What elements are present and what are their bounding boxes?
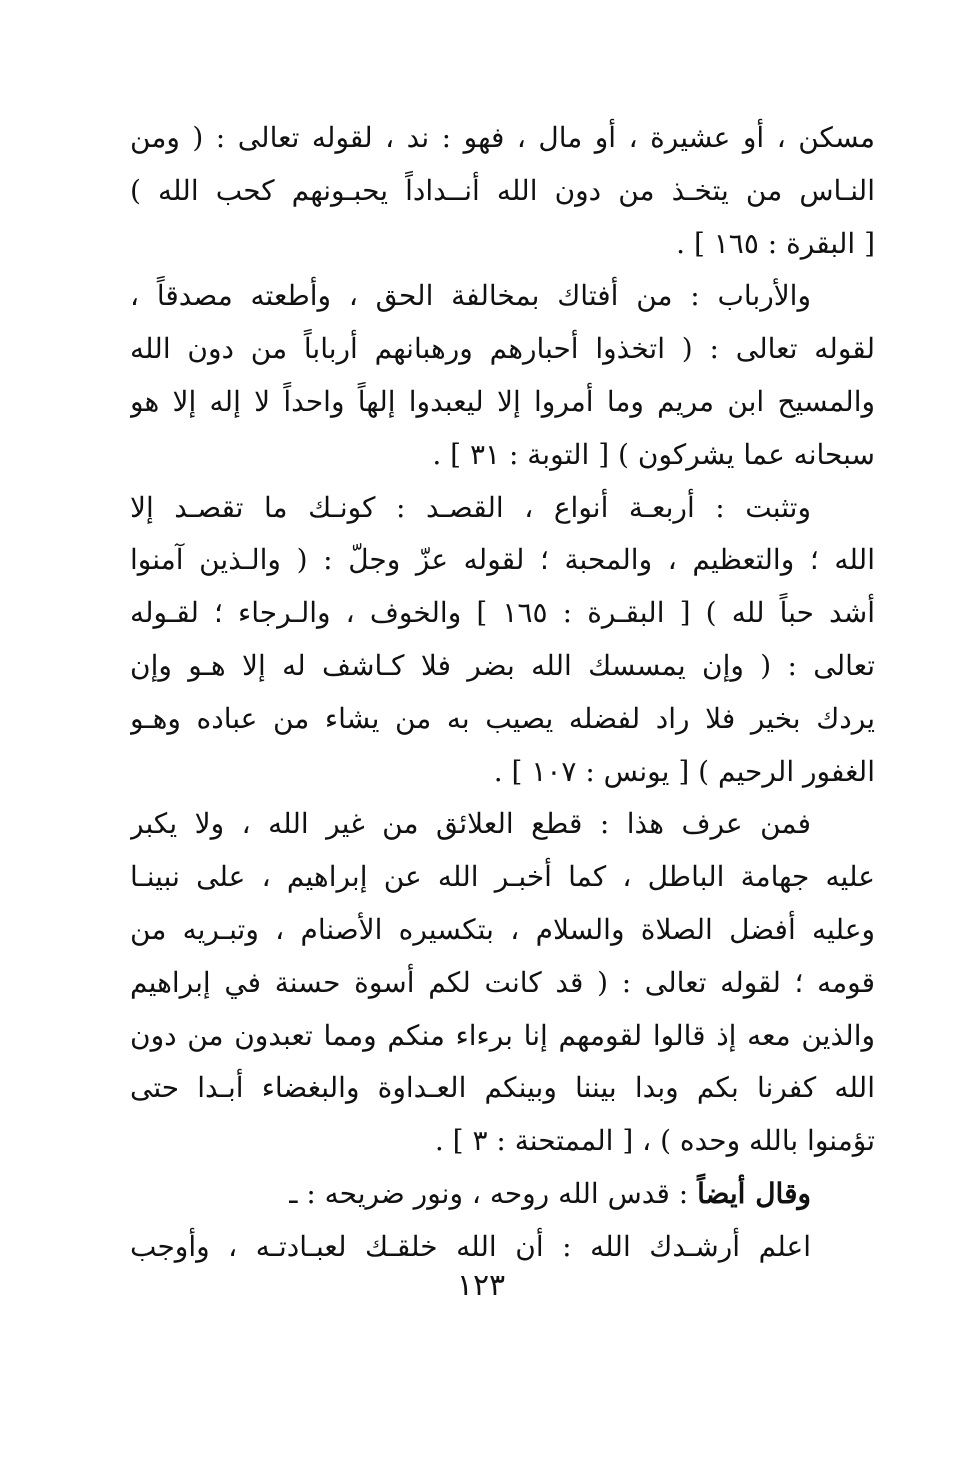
text-line: قومه ؛ لقوله تعالى : ( قد كانت لكم أسوة حسنة في إبراهيم bbox=[130, 965, 875, 999]
paragraph-2 bbox=[130, 270, 875, 481]
text-line: تؤمنوا بالله وحده ) ، [ الممتحنة : ٣ ] . bbox=[434, 1124, 875, 1158]
text-line: مسكن ، أو عشيرة ، أو مال ، فهو : ند ، لقوله تعالى : ( ومن bbox=[130, 121, 875, 154]
text-line: سبحانه عما يشركون ) [ التوبة : ٣١ ] . bbox=[432, 437, 875, 471]
text-line: النـاس من يتخـذ من دون الله أنــداداً يحبـونهم كحب الله ) bbox=[130, 173, 875, 207]
text-line: وعليه أفضل الصلاة والسلام ، بتكسيره الأصنام ، وتبـريه من bbox=[130, 912, 875, 946]
page-body bbox=[130, 112, 875, 1274]
text-line: الله كفرنا بكم وبدا بيننا وبينكم العـداوة والبغضاء أبـدا حتى bbox=[130, 1071, 875, 1105]
text-line: وتثبت : أربعـة أنواع ، القصـد : كونـك ما تقصـد إلا bbox=[130, 490, 811, 524]
text-line: الغفور الرحيم ) [ يونس : ١٠٧ ] . bbox=[493, 754, 875, 788]
text-line: الله ؛ والتعظيم ، والمحبة ؛ لقوله عزّ وجلّ : ( والـذين آمنوا bbox=[130, 543, 875, 577]
paragraph-4 bbox=[130, 798, 875, 1168]
text-line: لقوله تعالى : ( اتخذوا أحبارهم ورهبانهم أرباباً من دون الله bbox=[130, 332, 875, 366]
text-line: [ البقرة : ١٦٥ ] . bbox=[676, 226, 875, 260]
paragraph-3 bbox=[130, 482, 875, 799]
text-line: والأرباب : من أفتاك بمخالفة الحق ، وأطعته مصدقاً ، bbox=[130, 279, 811, 313]
page-number: ١٢٣ bbox=[456, 1268, 506, 1303]
closing-line: اعلم أرشـدك الله : أن الله خلقـك لعبـادتـه ، وأوجب bbox=[130, 1229, 811, 1263]
text-line: فمن عرف هذا : قطع العلائق من غير الله ، ولا يكبر bbox=[130, 807, 811, 841]
text-line: والمسيح ابن مريم وما أمروا إلا ليعبدوا إلهاً واحداً لا إله إلا هو bbox=[130, 384, 875, 418]
text-line: أشد حباً لله ) [ البقـرة : ١٦٥ ] والخوف ، والـرجاء ؛ لقـوله bbox=[130, 596, 875, 630]
text-line: عليه جهامة الباطل ، كما أخبـر الله عن إبراهيم ، على نبينـا bbox=[130, 860, 875, 894]
heading-rest-text: : قدس الله روحه ، ونور ضريحه : ـ bbox=[289, 1176, 698, 1210]
heading-bold-text: وقال أيضاً bbox=[697, 1176, 811, 1210]
text-line: يردك بخير فلا راد لفضله يصيب به من يشاء من عباده وهـو bbox=[130, 701, 875, 735]
paragraph-1 bbox=[130, 112, 875, 270]
section-heading bbox=[130, 1168, 875, 1221]
text-line: تعالى : ( وإن يمسسك الله بضر فلا كـاشف له إلا هـو وإن bbox=[130, 648, 875, 682]
text-line: والذين معه إذ قالوا لقومهم إنا برءاء منكم ومما تعبدون من دون bbox=[130, 1018, 875, 1052]
